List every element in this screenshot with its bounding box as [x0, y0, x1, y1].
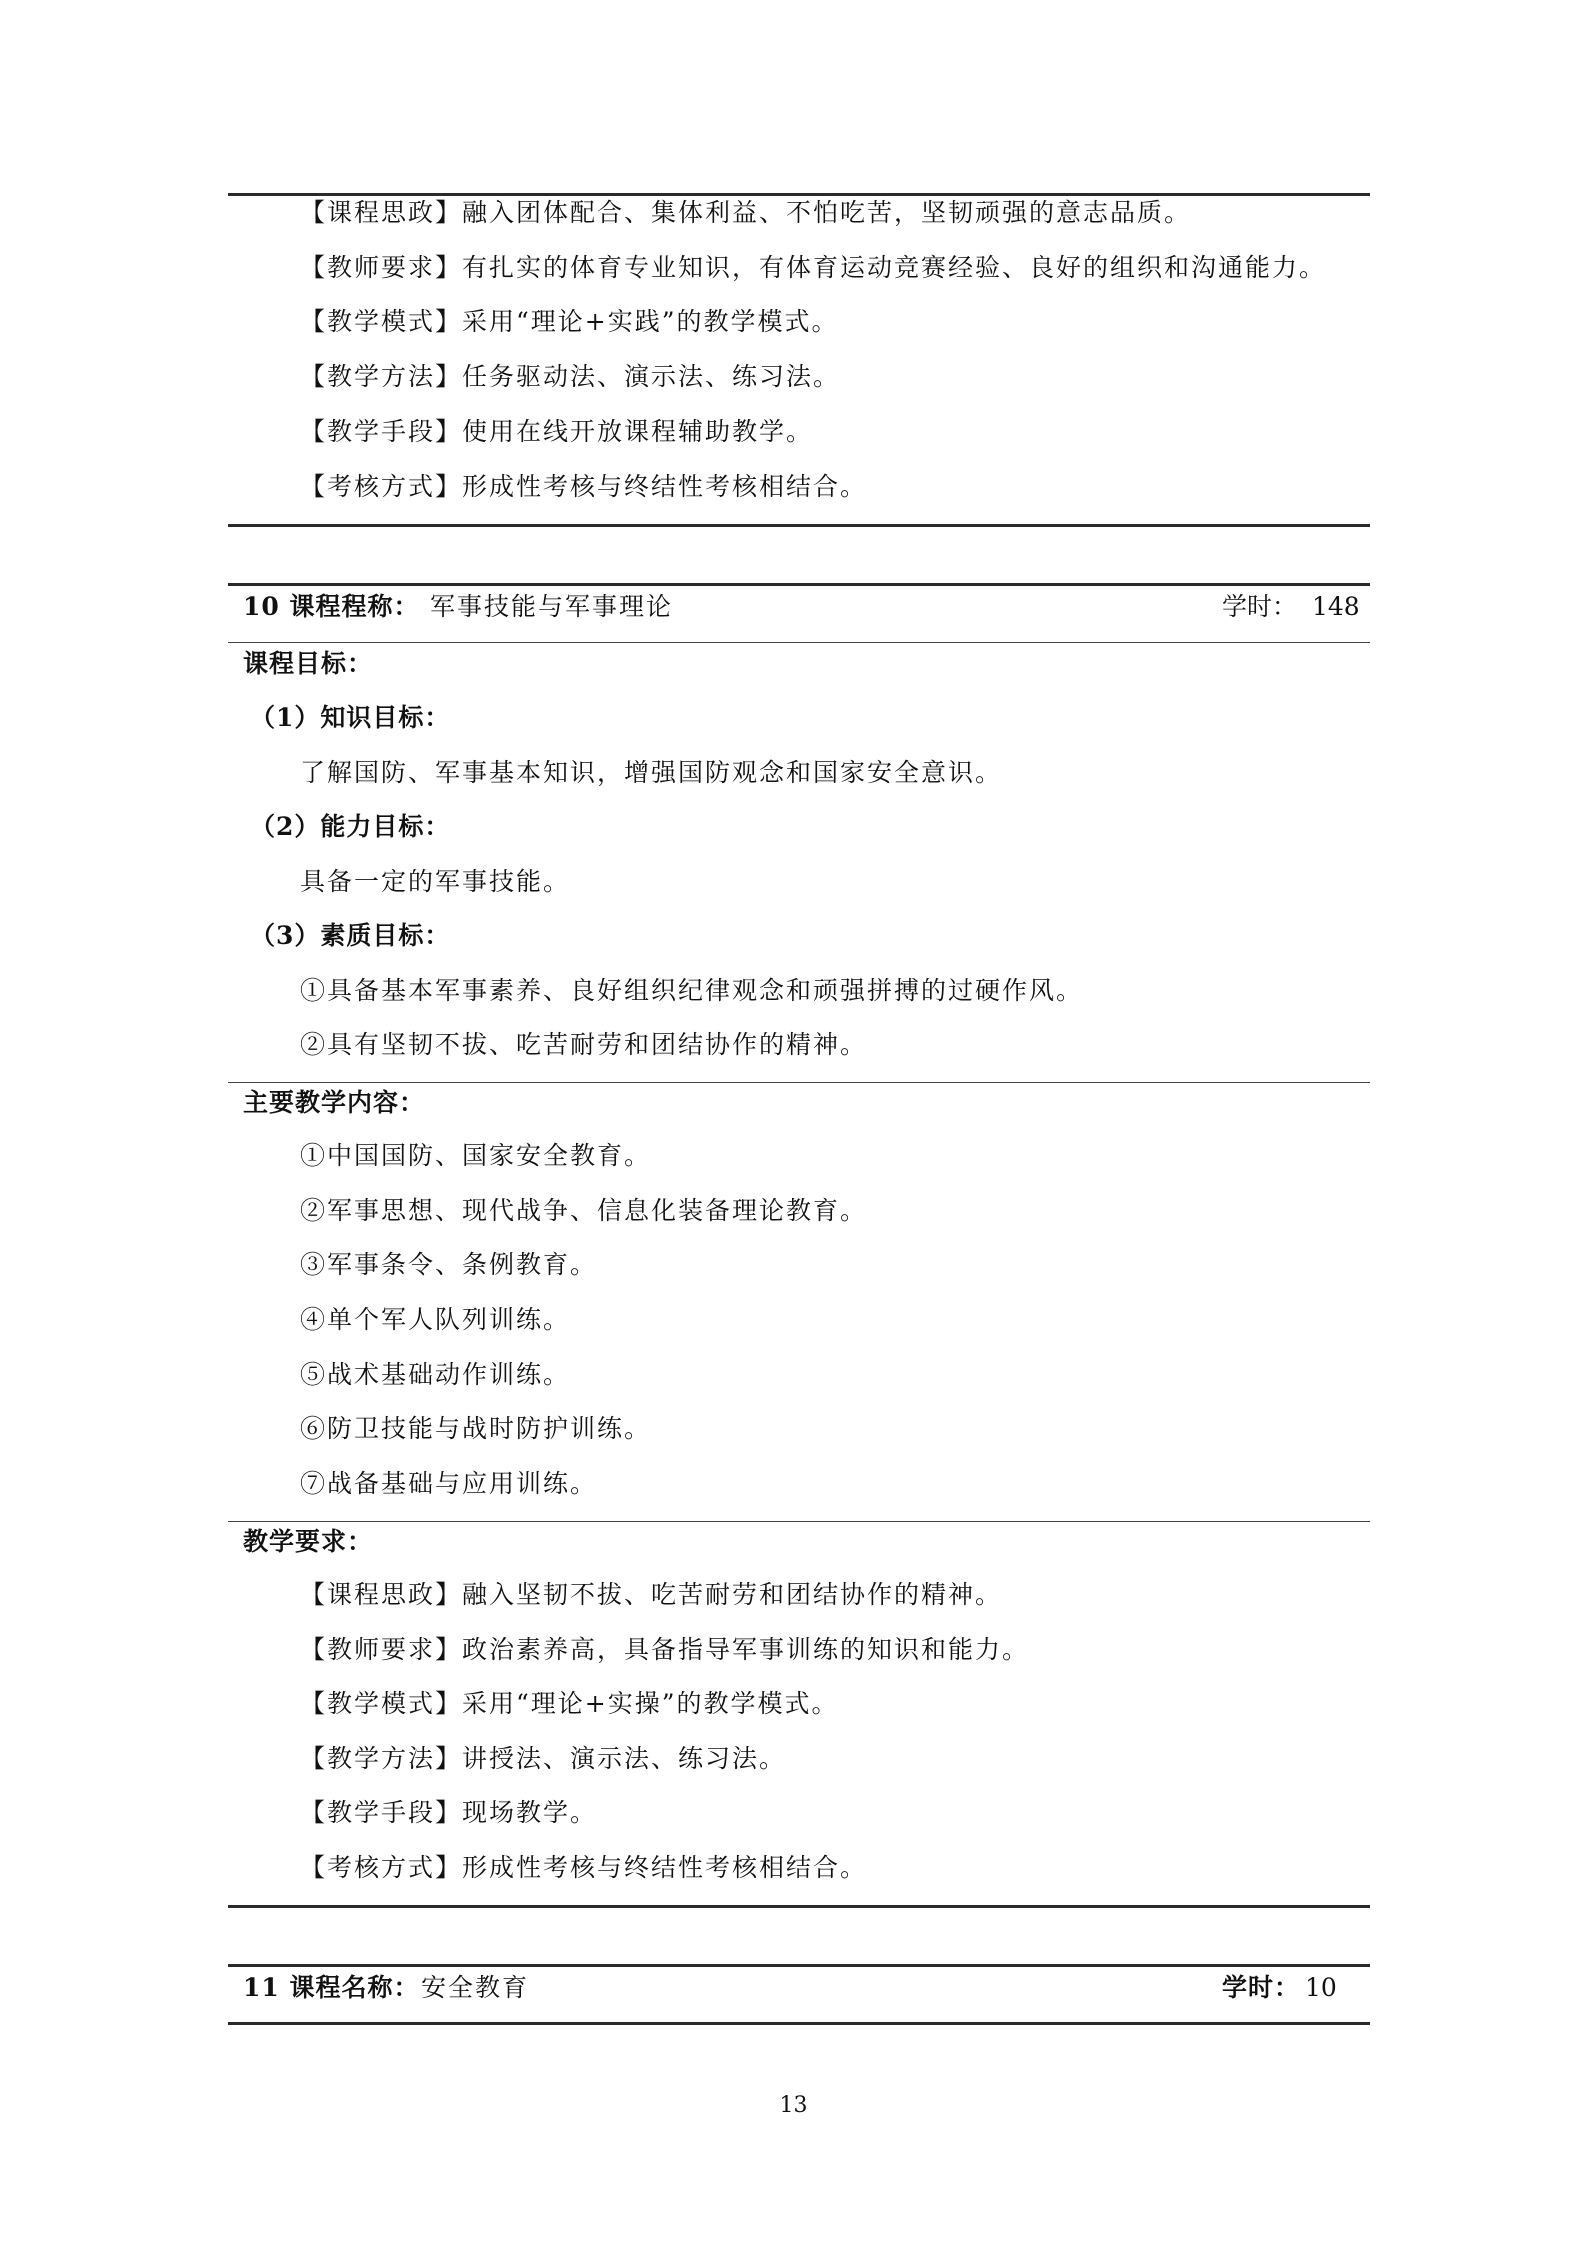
- section-title-goals: 课程目标：: [243, 649, 374, 678]
- table-bottom-rule: [228, 524, 1370, 527]
- course-name: 军事技能与军事理论: [430, 592, 674, 621]
- ability-text: 具备一定的军事技能。: [300, 867, 571, 896]
- requirement-line: 【教学方法】讲授法、演示法、练习法。: [300, 1744, 787, 1773]
- hours-value: 148: [1312, 592, 1360, 621]
- requirement-line: 【教学方法】任务驱动法、演示法、练习法。: [300, 362, 841, 391]
- hours-value: 10: [1305, 1973, 1337, 2002]
- content-item: ②军事思想、现代战争、信息化装备理论教育。: [300, 1196, 868, 1225]
- quality-item: ①具备基本军事素养、良好组织纪律观念和顽强拼搏的过硬作风。: [300, 976, 1084, 1005]
- content-item: ⑥防卫技能与战时防护训练。: [300, 1414, 652, 1443]
- table-bottom-rule: [228, 2022, 1370, 2025]
- course-name: 安全教育: [421, 1973, 530, 2002]
- table-top-rule: [228, 583, 1370, 586]
- requirement-line: 【教学手段】使用在线开放课程辅助教学。: [300, 417, 814, 446]
- subsection-title-knowledge: （1）知识目标：: [250, 703, 451, 732]
- requirement-line: 【课程思政】融入坚韧不拔、吃苦耐劳和团结协作的精神。: [300, 1580, 1003, 1609]
- table-top-rule: [228, 1964, 1370, 1967]
- section-title-content: 主要教学内容：: [243, 1088, 426, 1117]
- requirement-line: 【教师要求】有扎实的体育专业知识，有体育运动竞赛经验、良好的组织和沟通能力。: [300, 253, 1327, 282]
- requirement-line: 【教师要求】政治素养高，具备指导军事训练的知识和能力。: [300, 1635, 1030, 1664]
- row-divider: [228, 1082, 1370, 1083]
- hours-label: 学时：: [1222, 1973, 1301, 2002]
- content-item: ③军事条令、条例教育。: [300, 1250, 598, 1279]
- course-number-label: 10 课程程称：: [243, 592, 420, 621]
- table-bottom-rule: [228, 1905, 1370, 1908]
- page-number: 13: [779, 2093, 808, 2118]
- course-number-label: 11 课程名称：: [243, 1973, 420, 2002]
- subsection-title-quality: （3）素质目标：: [250, 921, 451, 950]
- quality-item: ②具有坚韧不拔、吃苦耐劳和团结协作的精神。: [300, 1030, 868, 1059]
- content-item: ④单个军人队列训练。: [300, 1305, 571, 1334]
- knowledge-text: 了解国防、军事基本知识，增强国防观念和国家安全意识。: [300, 758, 1003, 787]
- content-item: ①中国国防、国家安全教育。: [300, 1141, 652, 1170]
- requirement-line: 【教学模式】采用“理论+实操”的教学模式。: [300, 1689, 839, 1718]
- section-title-requirements: 教学要求：: [243, 1527, 374, 1556]
- requirement-line: 【教学手段】现场教学。: [300, 1798, 598, 1827]
- content-item: ⑤战术基础动作训练。: [300, 1360, 571, 1389]
- requirement-line: 【考核方式】形成性考核与终结性考核相结合。: [300, 472, 868, 501]
- requirement-line: 【课程思政】融入团体配合、集体利益、不怕吃苦，坚韧顽强的意志品质。: [300, 198, 1192, 227]
- hours-label: 学时：: [1222, 592, 1298, 621]
- requirement-line: 【考核方式】形成性考核与终结性考核相结合。: [300, 1853, 868, 1882]
- requirement-line: 【教学模式】采用“理论+实践”的教学模式。: [300, 307, 839, 336]
- subsection-title-ability: （2）能力目标：: [250, 812, 451, 841]
- row-divider: [228, 642, 1370, 643]
- row-divider: [228, 1521, 1370, 1522]
- content-item: ⑦战备基础与应用训练。: [300, 1469, 598, 1498]
